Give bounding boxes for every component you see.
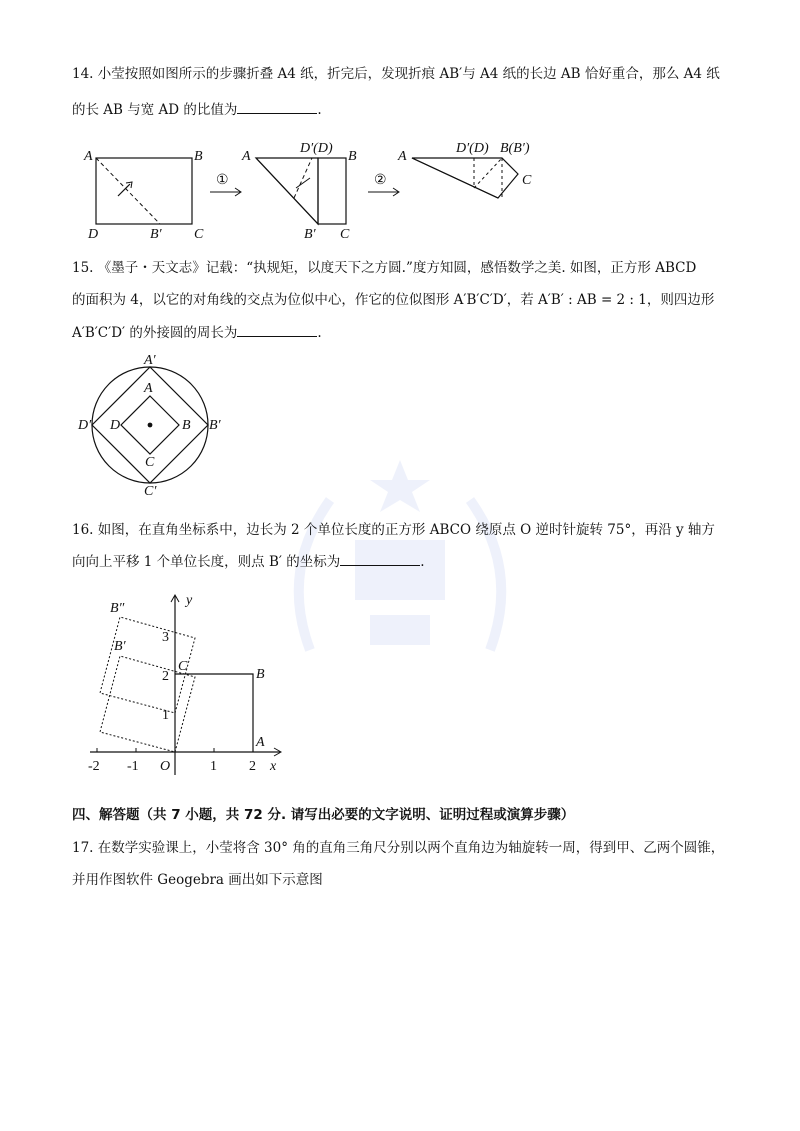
- q14-line2-text: 的长 AB 与宽 AD 的比值为: [72, 102, 238, 118]
- point-Bpp-label: B″: [110, 601, 125, 616]
- q15-C: C: [145, 455, 155, 470]
- q14-line2-end: .: [317, 102, 322, 118]
- q15-Ap: A′: [144, 353, 156, 368]
- square-ABCO: [175, 674, 253, 752]
- q14-p1-B: B: [194, 149, 203, 164]
- q14-p2-A: A: [242, 149, 251, 164]
- q17-line1: 17. 在数学实验课上，小莹将含 30° 角的直角三角尺分别以两个直角边为轴旋转一周，得到甲、乙两个圆锥，: [72, 840, 725, 856]
- x-tick-label: -1: [127, 759, 139, 774]
- y-tick-label: 1: [162, 708, 169, 723]
- q15-line2: 的面积为 4，以它的对角线的交点为位似中心，作它的位似图形 A′B′C′D′，若 A′B′ : AB = 2 : 1，则四边形: [72, 292, 715, 308]
- q15-circle-figure: [78, 352, 228, 502]
- q14-fold-edge-2: [256, 158, 318, 224]
- q14-p2-B: B: [348, 149, 357, 164]
- q17-line2: 并用作图软件 Geogebra 画出如下示意图: [72, 872, 323, 888]
- q15-B: B: [182, 418, 191, 433]
- y-tick-label: 3: [162, 630, 169, 645]
- x-tick-label: 1: [210, 759, 217, 774]
- origin-label: O: [160, 759, 171, 774]
- q15-line1: 15. 《墨子・天文志》记载：“执规矩，以度天下之方圆.”度方知圆，感悟数学之美. 如图，正方形 ABCD: [72, 260, 697, 276]
- q14-p3-DpD: D′(D): [456, 141, 489, 156]
- q14-p1-A: A: [84, 149, 93, 164]
- q14-answer-blank: [237, 99, 317, 114]
- q14-line1: 14. 小莹按照如图所示的步骤折叠 A4 纸，折完后，发现折痕 AB′与 A4 纸的长边 AB 恰好重合，那么 A4 纸: [72, 66, 720, 82]
- x-tick-label: -2: [88, 759, 100, 774]
- q14-p1-C: C: [194, 227, 204, 242]
- point-A-label: A: [256, 735, 265, 750]
- q14-fold-arrow-2: [296, 178, 310, 188]
- section-heading: 四、解答题（共 7 小题，共 72 分. 请写出必要的文字说明、证明过程或演算步骤）: [72, 807, 575, 823]
- q14-dash-3c: [474, 158, 502, 188]
- q14-step1-label: ①: [216, 173, 229, 188]
- q15-A: A: [144, 381, 153, 396]
- q16-line2: [72, 551, 425, 572]
- q14-fold-arrow-1: [118, 184, 130, 196]
- y-axis-label: y: [186, 593, 193, 608]
- y-tick-label: 2: [162, 669, 169, 684]
- q15-line3-end: .: [317, 325, 322, 341]
- q14-line2: [72, 99, 322, 120]
- q14-p3-BBp: B(B′): [500, 141, 530, 156]
- q14-p3-C: C: [522, 173, 532, 188]
- q15-answer-blank: [237, 322, 317, 337]
- q15-line3-text: A′B′C′D′ 的外接圆的周长为: [72, 325, 238, 341]
- q14-rect-2: [318, 158, 346, 224]
- q15-line3: [72, 322, 322, 343]
- watermark-logo: [270, 450, 530, 710]
- point-B-label: B: [256, 667, 265, 682]
- q14-p1-D: D: [88, 227, 99, 242]
- x-tick-label: 2: [249, 759, 256, 774]
- q15-D: D: [110, 418, 121, 433]
- q14-p2-C: C: [340, 227, 350, 242]
- q15-Cp: C′: [144, 484, 157, 499]
- point-C-label: C: [178, 659, 188, 674]
- x-axis-label: x: [270, 759, 277, 774]
- q15-Bp: B′: [209, 418, 221, 433]
- q14-rect-1: [96, 158, 192, 224]
- q14-p1-Bp: B′: [150, 227, 162, 242]
- q16-answer-blank: [340, 551, 420, 566]
- q14-p2-DpD: D′(D): [300, 141, 333, 156]
- q15-Dp: D′: [78, 418, 92, 433]
- q14-edge-3: [412, 158, 498, 198]
- q14-p2-Bp: B′: [304, 227, 316, 242]
- q14-folding-figure: [80, 140, 550, 245]
- point-Bp-label: B′: [114, 639, 126, 654]
- q16-line2-end: .: [420, 554, 425, 570]
- q14-fold-line-1: [96, 158, 160, 224]
- q15-center-point: [148, 423, 153, 428]
- q16-line2-text: 向向上平移 1 个单位长度，则点 B′ 的坐标为: [72, 554, 341, 570]
- q16-line1: 16. 如图，在直角坐标系中，边长为 2 个单位长度的正方形 ABCO 绕原点 O 逆时针旋转 75°，再沿 y 轴方: [72, 522, 715, 538]
- q14-step2-label: ②: [374, 173, 387, 188]
- q14-p3-A: A: [398, 149, 407, 164]
- q16-coordinate-figure: [80, 590, 300, 780]
